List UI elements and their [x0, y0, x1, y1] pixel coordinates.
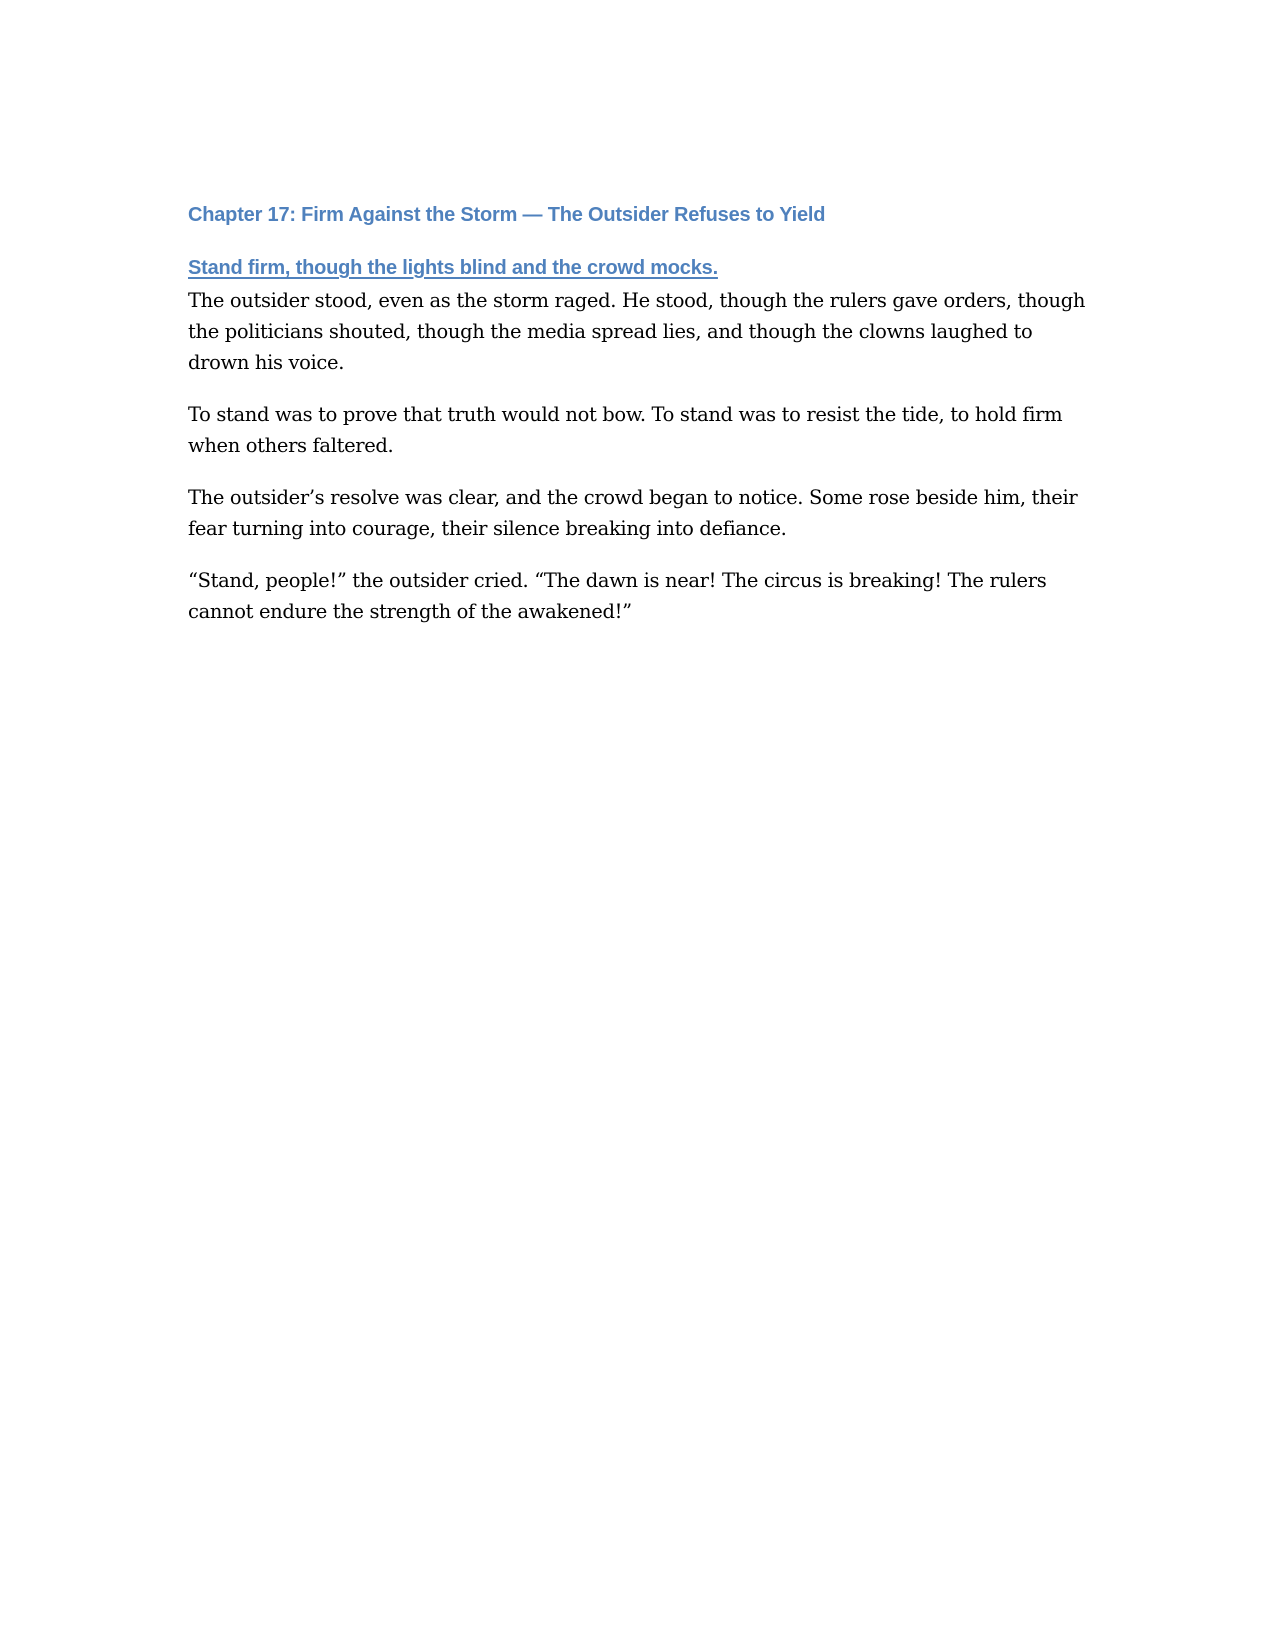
- paragraph-1: The outsider stood, even as the storm raged. He stood, though the rulers gave orders, though the politicians shouted, though the media spread lies, and though the clowns laughed to drown his voice.: [188, 289, 1086, 374]
- paragraph-4: “Stand, people!” the outsider cried. “The dawn is near! The circus is breaking! The rulers cannot endure the strength of the awakened!”: [188, 569, 1047, 623]
- chapter-title: Chapter 17: Firm Against the Storm — The Outsider Refuses to Yield: [188, 204, 826, 226]
- section-subheading: Stand firm, though the lights blind and the crowd mocks.: [188, 257, 718, 279]
- paragraph-2: To stand was to prove that truth would not bow. To stand was to resist the tide, to hold firm when others faltered.: [188, 403, 1063, 457]
- paragraph-3: The outsider’s resolve was clear, and the crowd began to notice. Some rose beside him, their fear turning into courage, their silence breaking into defiance.: [188, 486, 1078, 540]
- document-body: [188, 200, 1098, 648]
